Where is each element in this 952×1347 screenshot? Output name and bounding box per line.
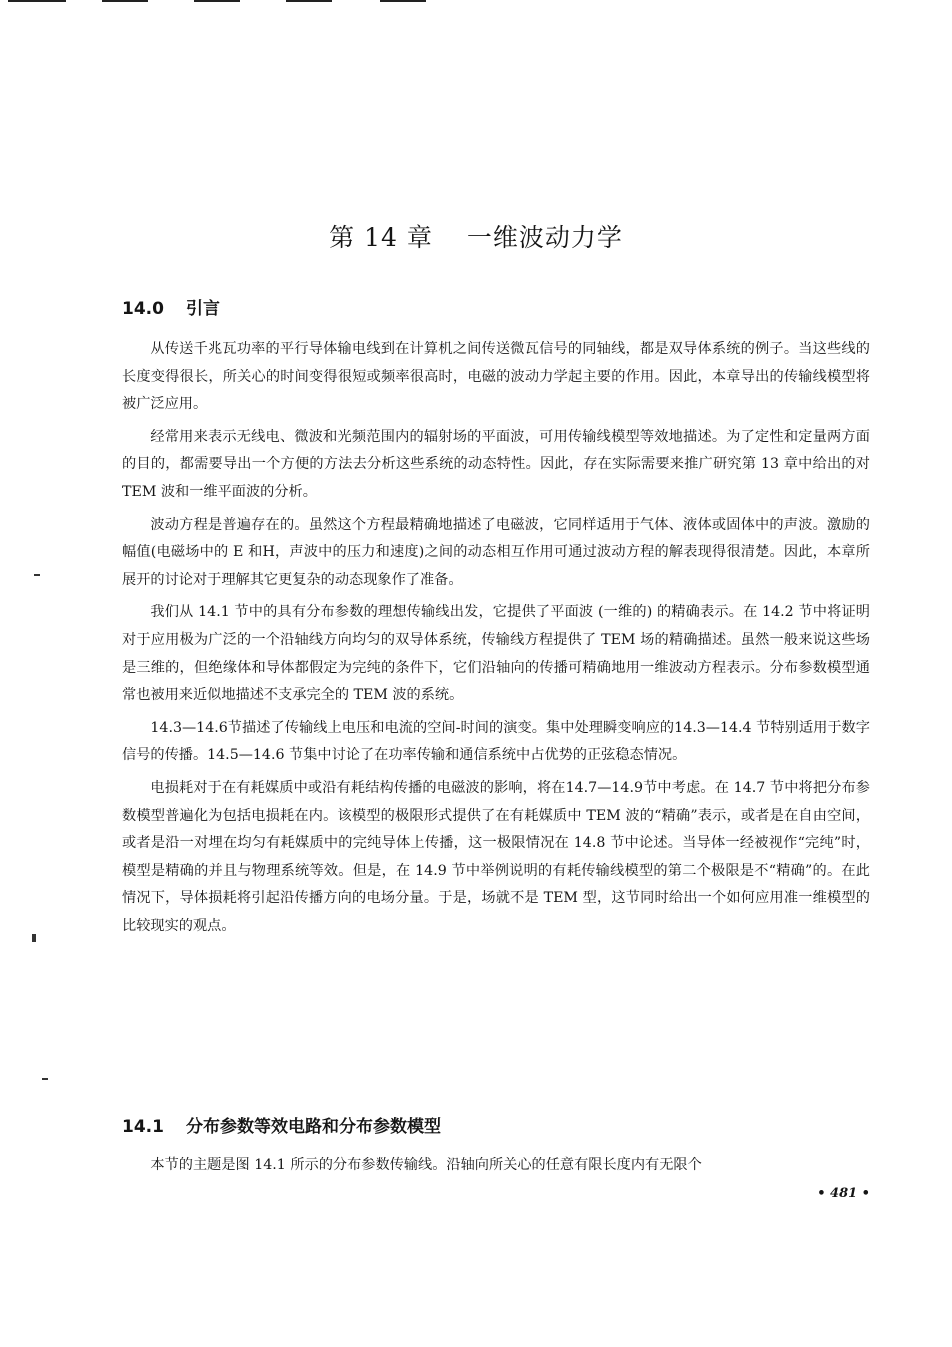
paragraph: 本节的主题是图 14.1 所示的分布参数传输线。沿轴向所关心的任意有限长度内有无限个 [150,1157,702,1173]
section-title: 引言 [185,299,220,319]
chapter-title-text: 一维波动力学 [466,223,623,252]
scan-artifact-line [286,0,332,2]
page-number: • 481 • [817,1186,870,1201]
paragraph: 我们从 14.1 节中的具有分布参数的理想传输线出发，它提供了平面波 (一维的) 的精确表示。在 14.2 节中将证明对于应用极为广泛的一个沿轴线方向均匀的双导体系统，传输线方程提供了 TEM 场的精确描述。虽然一般来说这些场是三维的，但绝缘体和导体都假定为完纯的条件下，它们沿轴向的传播可精确地用一维波动方程表示。分布参数模型通常也被用来近似地描述不支承完全的 TEM 波的系统。 [122,604,870,704]
paragraph: 电损耗对于在有耗媒质中或沿有耗结构传播的电磁波的影响，将在14.7—14.9节中考虑。在 14.7 节中将把分布参数模型普遍化为包括电损耗在内。该模型的极限形式提供了在有耗媒质中 TEM 波的“精确”表示，或者是在自由空间，或者是沿一对埋在均匀有耗媒质中的完纯导体上传播，这一极限情况在 14.8 节中论述。当导体一经被视作“完纯”时，模型是精确的并且与物理系统等效。但是，在 14.9 节中举例说明的有耗传输线模型的第二个极限是不“精确”的。在此情况下，导体损耗将引起沿传播方向的电场分量。于是，场就不是 TEM 型，这节同时给出一个如何应用准一维模型的比较现实的观点。 [122,779,870,934]
section-body-14-1 [122,1152,870,1185]
chapter-number: 第 14 章 [329,223,433,252]
section-number: 14.1 [122,1117,164,1137]
scan-artifact-line [194,0,240,2]
scan-artifact-line [102,0,148,2]
section-body-intro [122,336,870,945]
scan-artifact-mark [34,574,40,576]
scan-artifact-mark [32,934,36,942]
scan-artifact-line [380,0,426,2]
paragraph: 从传送千兆瓦功率的平行导体输电线到在计算机之间传送微瓦信号的同轴线，都是双导体系统的例子。当这些线的长度变得很长，所关心的时间变得很短或频率很高时，电磁的波动力学起主要的作用。因此，本章导出的传输线模型将被广泛应用。 [122,341,870,413]
section-title: 分布参数等效电路和分布参数模型 [185,1117,441,1137]
chapter-title [0,218,952,254]
paragraph: 经常用来表示无线电、微波和光频范围内的辐射场的平面波，可用传输线模型等效地描述。为了定性和定量两方面的目的，都需要导出一个方便的方法去分析这些系统的动态特性。因此，存在实际需要来推广研究第 13 章中给出的对 TEM 波和一维平面波的分析。 [122,428,870,500]
section-heading-intro [122,294,220,319]
section-number: 14.0 [122,299,164,319]
paragraph: 波动方程是普遍存在的。虽然这个方程最精确地描述了电磁波，它同样适用于气体、液体或固体中的声波。激励的幅值(电磁场中的 E 和H，声波中的压力和速度)之间的动态相互作用可通过波动方程的解表现得很清楚。因此，本章所展开的讨论对于理解其它更复杂的动态现象作了准备。 [122,516,870,588]
scan-artifact-mark [42,1078,48,1080]
paragraph: 14.3—14.6节描述了传输线上电压和电流的空间-时间的演变。集中处理瞬变响应的14.3—14.4 节特别适用于数字信号的传播。14.5—14.6 节集中讨论了在功率传输和通信系统中占优势的正弦稳态情况。 [122,719,870,764]
scan-artifact-line [8,0,66,2]
section-heading-14-1 [122,1112,441,1137]
